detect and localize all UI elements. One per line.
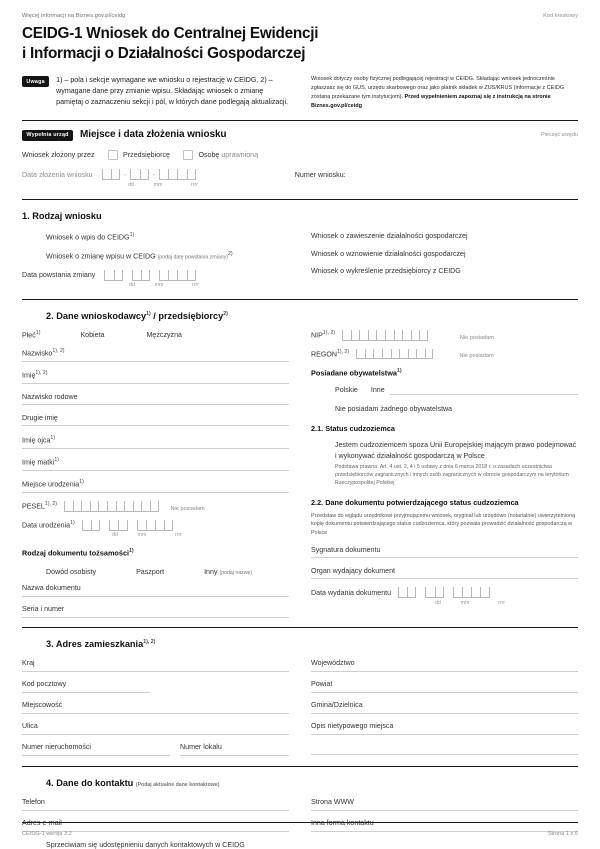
field-kod-pocztowy-input[interactable] (22, 692, 150, 693)
note-text: 1) – pola i sekcje wymagane we wniosku o rejestrację w CEIDG, 2) – wymagane dane przy zmianie wpisu. Składając wniosek o zmianę pamiętaj o zaznaczeniu sekcji i pól, w których dane podlegają aktualizacji. (56, 76, 289, 107)
nip-none-label[interactable]: Nie posiadam (459, 334, 495, 341)
uwaga-badge: Uwaga (22, 76, 49, 87)
field-imie-ojca-input[interactable] (22, 448, 289, 449)
gender-option-male[interactable]: Mężczyzna (146, 331, 182, 340)
gender-label: Płeć$^{1)}$ (22, 330, 41, 340)
birth-date-mm[interactable] (109, 520, 127, 531)
section-3-heading-sup: 1), 2) (143, 638, 156, 645)
foreigner-legal-basis: Podstawa prawna: Art. 4 ust. 2, 4 i 5 ustawy z dnia 6 marca 2018 r. o zasadach uczestnictwa przedsiębiorców zagranicznych i innych osób zagranicznych w obrocie gospodarczym na terytorium Rzeczypospolitej Polskiej (335, 464, 569, 487)
barcode-placeholder-label: Kod kreskowy (543, 13, 578, 19)
field-drugie-imie-label: Drugie imię (22, 413, 58, 422)
birth-date-dd[interactable] (82, 520, 100, 531)
citizenship-row (335, 386, 578, 395)
field-numer-nieruchomosci[interactable] (22, 743, 170, 756)
field-kraj[interactable] (22, 659, 289, 672)
section-4-heading-text: 4. Dane do kontaktu (46, 777, 134, 788)
checkbox-authorized-person[interactable] (183, 150, 194, 161)
field-telefon[interactable] (22, 798, 289, 811)
nip-input[interactable] (342, 330, 428, 341)
field-opis-nietypowego-miejsca-continuation[interactable] (311, 754, 578, 755)
section-3-adres-zamieszkania (22, 639, 578, 756)
change-date-label: Data powstania zmiany (22, 271, 96, 279)
office-stamp-label: Pieczęć urzędu (541, 131, 578, 138)
pesel-label: $PESEL^{1), 2)}$ (22, 501, 57, 511)
section-2-heading-sup2: 2) (223, 311, 228, 317)
section-2-heading-text: 2. Dane wnioskodawcy (46, 311, 147, 322)
section-2-heading-sup1: 1) (146, 311, 151, 317)
date-separator-2: - (152, 172, 156, 180)
field-nazwisko-rodowe-label: Nazwisko rodowe (22, 392, 78, 401)
field-imie-ojca-label: Imię ojca$^{1)}$ (22, 434, 56, 444)
change-date-input[interactable] (104, 270, 196, 281)
caption-dd: dd (128, 181, 134, 188)
field-ulica-label: Ulica (22, 722, 38, 731)
section-4-body (22, 790, 578, 849)
subsection-2-2-instruction: Przedstaw do wglądu urzędnikowi przyjmującemu wniosek, oryginał lub urzędowo (notarialnie) uwierzytelnioną kopię dokumentu potwierdzającego status cudzoziemca, który pozwala prowadzić działalność gospodarczą w Polsce (311, 513, 575, 536)
id-doc-option-dowod-osobisty[interactable]: Dowód osobisty (46, 567, 97, 576)
gender-row (22, 330, 289, 339)
more-info-link[interactable]: Więcej informacji na Biznes.gov.pl/ceidg (22, 13, 126, 19)
note-right-text (311, 75, 578, 111)
doc-issue-date-label: Data wydania dokumentu (311, 589, 392, 598)
field-strona-www[interactable] (311, 798, 578, 811)
foreigner-statement[interactable]: Jestem cudzoziemcem spoza Unii Europejskiej mającym prawo podejmować i wykonywać działalność gospodarczą w Polsce (335, 440, 577, 460)
section-2-left-column (22, 323, 289, 618)
submitted-by-row (22, 150, 578, 161)
divider-above-section-1 (22, 199, 578, 200)
option-zmiana-wpisu-label: Wniosek o zmianę wpisu w CEIDG (46, 252, 156, 261)
checkbox-entrepreneur[interactable] (108, 150, 119, 161)
wypelnia-urzad-badge: Wypełnia urząd (22, 130, 73, 141)
doc-issue-date-rrrr[interactable] (453, 587, 490, 598)
field-ulica-input[interactable] (22, 734, 289, 735)
id-doc-option-inny[interactable]: Inny (podaj nazwę) (204, 567, 253, 576)
field-gmina-dzielnica-label: Gmina/Dzielnica (311, 701, 363, 710)
footer-version: CEIDG-1 wersja 3.2 (22, 831, 72, 837)
section-1-left-column (22, 223, 289, 288)
field-seria-i-numer-input[interactable] (22, 617, 289, 618)
nip-row (311, 330, 578, 341)
field-miejscowosc-input[interactable] (22, 713, 289, 714)
date-separator-1: - (123, 172, 127, 180)
divider-above-section-3 (22, 627, 578, 628)
field-powiat-input[interactable] (311, 692, 578, 693)
field-organ-wydajacy-input[interactable] (311, 578, 578, 579)
caption-rrrr: rrrr (191, 181, 198, 188)
field-numbers-row (22, 743, 289, 756)
checkbox-authorized-person-label: Osobę uprawnioną (198, 151, 259, 160)
field-numer-lokalu-label: Numer lokalu (180, 743, 222, 752)
regon-input[interactable] (356, 349, 433, 360)
section-3-right-column (311, 651, 578, 756)
page-footer (22, 831, 578, 837)
option-zawieszenie[interactable]: Wniosek o zawieszenie działalności gospodarczej (311, 232, 468, 241)
doc-issue-date-captions (429, 600, 578, 606)
subsection-2-1-heading: 2.1. Status cudzoziemca (311, 423, 395, 433)
submission-date-row (22, 169, 578, 180)
field-organ-wydajacy[interactable] (311, 567, 578, 580)
note-left (22, 75, 289, 111)
change-date-mm[interactable] (132, 270, 150, 281)
change-date-dd[interactable] (104, 270, 122, 281)
page-title (22, 24, 578, 64)
section-3-body (22, 651, 578, 756)
field-imie-ojca[interactable] (22, 435, 289, 449)
field-imie-matki[interactable] (22, 457, 289, 471)
note-right-plain: Wniosek dotyczy osoby fizycznej podlegającej rejestracji w CEIDG. Składając wniosek jednocześnie zgłaszasz się do GUS, urzędu skarbowego oraz jako płatnik składek w ZUS/KRUS (informacje z CEIDG zostaną przekazane tym instytucjom). (311, 76, 565, 101)
section-1-heading: 1. Rodzaj wniosku (22, 210, 102, 221)
field-opis-nietypowego-miejsca-input-2[interactable] (311, 754, 578, 755)
section-2-body (22, 323, 578, 618)
citizenship-none-option[interactable]: Nie posiadam żadnego obywatelstwa (335, 404, 453, 413)
submission-date-input[interactable] (102, 169, 196, 180)
field-miejscowosc[interactable] (22, 701, 289, 714)
change-date-row (22, 270, 289, 281)
submission-date-mm[interactable] (130, 169, 148, 180)
field-strona-www-input[interactable] (311, 810, 578, 811)
citizenship-other-label: Inne (370, 386, 385, 395)
field-wojewodztwo[interactable] (311, 659, 578, 672)
field-wojewodztwo-label: Województwo (311, 659, 355, 668)
issue-caption-rrrr: rrrr (498, 599, 505, 606)
field-sygnatura-dokumentu[interactable] (311, 546, 578, 559)
divider-above-section-2 (22, 299, 578, 300)
section-4-right-column (311, 790, 578, 849)
field-telefon-input[interactable] (22, 810, 289, 811)
option-wznowienie[interactable]: Wniosek o wznowienie działalności gospodarczej (311, 249, 466, 258)
field-kod-pocztowy-label: Kod pocztowy (22, 680, 67, 689)
field-drugie-imie-input[interactable] (22, 425, 289, 426)
footer-divider (22, 822, 578, 823)
field-drugie-imie[interactable] (22, 414, 289, 427)
option-zmiana-wpisu-hint: (podaj datę powstania zmiany) (157, 254, 228, 261)
birth-date-input[interactable] (82, 520, 174, 531)
field-seria-i-numer-label: Seria i numer (22, 605, 65, 614)
field-wojewodztwo-input[interactable] (311, 671, 578, 672)
pesel-none-label[interactable]: Nie posiadam (170, 505, 205, 512)
issue-caption-mm: mm (460, 599, 470, 606)
field-nazwisko-input[interactable] (22, 361, 289, 362)
birth-caption-rrrr: rrrr (175, 532, 182, 539)
field-kraj-label: Kraj (22, 659, 35, 668)
field-miejsce-urodzenia-input[interactable] (22, 492, 289, 493)
section-3-heading-text: 3. Adres zamieszkania (46, 638, 144, 649)
field-gmina-dzielnica[interactable] (311, 701, 578, 714)
doc-issue-date-input[interactable] (398, 587, 490, 598)
citizenship-other-input[interactable] (390, 394, 578, 395)
id-doc-option-paszport[interactable]: Paszport (136, 567, 165, 576)
field-adres-email-label: Adres e-mail (22, 819, 62, 828)
field-strona-www-label: Strona WWW (311, 798, 354, 807)
option-wpis-do-ceidg[interactable] (46, 232, 289, 241)
field-opis-nietypowego-miejsca[interactable] (311, 722, 578, 735)
section-3-left-column (22, 651, 289, 756)
checkbox-entrepreneur-label: Przedsiębiorcę (123, 151, 170, 160)
field-nazwa-dokumentu[interactable] (22, 584, 289, 597)
field-opis-nietypowego-miejsca-input[interactable] (311, 734, 578, 735)
change-caption-dd: dd (129, 282, 135, 288)
field-imie-matki-input[interactable] (22, 470, 289, 471)
option-zmiana-wpisu[interactable] (46, 251, 289, 260)
option-wykreslenie[interactable]: Wniosek o wykreślenie przedsiębiorcy z CEIDG (311, 267, 461, 276)
submission-date-dd[interactable] (102, 169, 120, 180)
field-organ-wydajacy-label: Organ wydający dokument (311, 566, 395, 575)
field-miejsce-urodzenia[interactable] (22, 479, 289, 493)
field-numer-nieruchomosci-label: Numer nieruchomości (22, 743, 91, 752)
gender-option-female[interactable]: Kobieta (80, 331, 105, 340)
application-number-label: Numer wniosku: (294, 170, 346, 179)
birth-date-captions (106, 532, 289, 538)
doc-issue-date-mm[interactable] (425, 587, 443, 598)
field-imie-label: Imię$^{1), 2)}$ (22, 370, 48, 380)
section-2-dane-wnioskodawcy (22, 311, 578, 618)
option-wpis-do-ceidg-label: Wniosek o wpis do CEIDG (46, 233, 130, 242)
field-nazwisko[interactable] (22, 348, 289, 362)
subsection-2-2-heading: 2.2. Dane dokumentu potwierdzającego status cudzoziemca (311, 498, 519, 508)
office-header (22, 129, 578, 141)
field-opis-nietypowego-miejsca-label: Opis nietypowego miejsca (311, 722, 394, 731)
change-caption-rrrr: rrrr (192, 282, 199, 288)
nip-label: $NIP^{1), 2)}$ (311, 330, 335, 340)
submission-date-captions (122, 182, 578, 188)
field-nazwisko-label: Nazwisko$^{1), 2)}$ (22, 347, 65, 358)
office-section (22, 121, 578, 188)
submission-date-label: Data złożenia wniosku (22, 170, 93, 179)
footer-page-number: Strona 1 z 6 (547, 831, 578, 837)
doc-issue-date-row (311, 587, 578, 598)
option-zmiana-sup: 2) (227, 251, 233, 258)
caption-mm: mm (153, 181, 163, 188)
field-imie-matki-label: Imię matki$^{1)}$ (22, 457, 59, 467)
note-band (22, 75, 578, 120)
field-nazwisko-rodowe-input[interactable] (22, 404, 289, 405)
office-header-left (22, 129, 226, 141)
field-kraj-input[interactable] (22, 671, 289, 672)
birth-date-rrrr[interactable] (137, 520, 174, 531)
pesel-row (22, 501, 289, 512)
regon-label: $REGON^{1), 2)}$ (311, 348, 350, 359)
birth-caption-mm: mm (137, 532, 147, 539)
subsection-2-1-body (335, 440, 578, 488)
id-document-type-heading: Rodzaj dokumentu tożsamości$^{1)}$ (22, 548, 134, 558)
field-miejsce-urodzenia-label: Miejsce urodzenia$^{1)}$ (22, 479, 84, 489)
checkbox-option-authorized-person[interactable] (183, 150, 258, 161)
section-4-heading (46, 778, 578, 788)
section-1-right-column (311, 223, 578, 288)
field-miejscowosc-label: Miejscowość (22, 701, 63, 710)
issue-caption-dd: dd (435, 599, 441, 606)
section-1-rodzaj-wniosku (22, 211, 578, 288)
field-numer-lokalu-input[interactable] (180, 755, 289, 756)
note-right-bold: Przed wypełnieniem zapoznaj się z instrukcją na stronie Biznes.gov.pl/ceidg (311, 94, 551, 110)
section-2-right-column (311, 323, 578, 618)
field-kod-pocztowy[interactable] (22, 680, 289, 693)
checkbox-option-entrepreneur[interactable] (108, 150, 170, 161)
field-powiat-label: Powiat (311, 680, 333, 689)
page-title-line-2: i Informacji o Działalności Gospodarczej (22, 45, 306, 63)
submitted-by-label: Wniosek złożony przez (22, 151, 95, 160)
divider-above-section-4 (22, 766, 578, 767)
section-3-heading (46, 639, 578, 649)
field-nazwa-dokumentu-input[interactable] (22, 596, 289, 597)
field-numer-nieruchomosci-input[interactable] (22, 755, 170, 756)
citizenship-polish-option[interactable]: Polskie (335, 386, 358, 395)
id-document-type-options (46, 568, 289, 576)
section-2-heading-mid: / przedsiębiorcy (153, 311, 224, 322)
change-date-rrrr[interactable] (159, 270, 196, 281)
option-sprzeciw-udostepnienie[interactable]: Sprzeciwiam się udostępnieniu danych kontaktowych w CEIDG (46, 841, 245, 849)
pesel-input[interactable] (64, 501, 159, 512)
field-ulica[interactable] (22, 722, 289, 735)
section-4-heading-hint: (Podaj aktualne dane kontaktowe) (135, 781, 220, 788)
field-powiat[interactable] (311, 680, 578, 693)
change-caption-mm: mm (154, 282, 164, 288)
masthead-top-row (22, 13, 578, 19)
section-1-body (22, 223, 578, 288)
doc-issue-date-dd[interactable] (398, 587, 416, 598)
field-seria-i-numer[interactable] (22, 605, 289, 618)
office-section-title: Miejsce i data złożenia wniosku (80, 129, 227, 141)
field-numer-lokalu[interactable] (180, 743, 289, 756)
field-sygnatura-dokumentu-label: Sygnatura dokumentu (311, 545, 381, 554)
section-4-dane-do-kontaktu (22, 778, 578, 849)
option-wpis-sup: 1) (129, 232, 135, 239)
field-inna-forma-kontaktu-label: Inna forma kontaktu (311, 819, 374, 828)
citizenship-heading: Posiadane obywatelstwa$^{1)}$ (311, 368, 402, 378)
submission-date-rrrr[interactable] (159, 169, 196, 180)
birth-date-row (22, 520, 289, 531)
field-telefon-label: Telefon (22, 798, 45, 807)
section-2-heading (46, 311, 578, 321)
field-imie[interactable] (22, 370, 289, 384)
field-nazwisko-rodowe[interactable] (22, 393, 289, 406)
masthead (22, 0, 578, 64)
change-date-captions (123, 282, 289, 288)
field-gmina-dzielnica-input[interactable] (311, 713, 578, 714)
field-nazwa-dokumentu-label: Nazwa dokumentu (22, 584, 81, 593)
regon-row (311, 349, 578, 360)
birth-date-label: Data urodzenia$^{1)}$ (22, 520, 75, 530)
field-sygnatura-dokumentu-input[interactable] (311, 557, 578, 558)
field-imie-input[interactable] (22, 383, 289, 384)
section-4-left-column (22, 790, 289, 849)
regon-none-label[interactable]: Nie posiadam (459, 353, 494, 360)
birth-caption-dd: dd (112, 532, 118, 539)
page-title-line-1: CEIDG-1 Wniosek do Centralnej Ewidencji (22, 25, 319, 42)
